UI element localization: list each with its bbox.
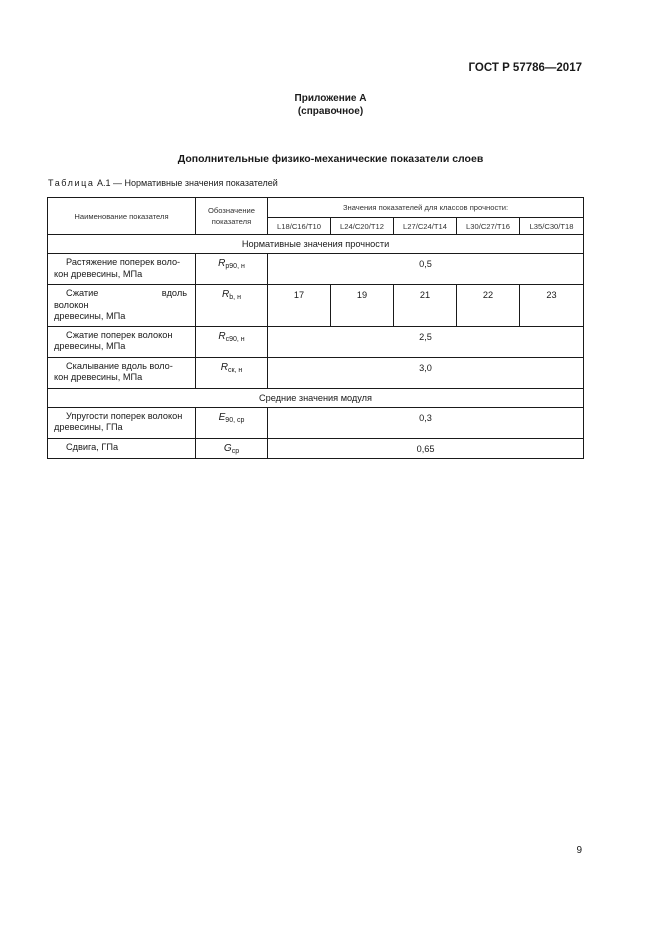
table-row xyxy=(48,326,584,357)
page-number: 9 xyxy=(576,845,582,856)
header-class: L24/C20/T12 xyxy=(331,218,394,235)
table-row xyxy=(48,285,584,327)
table-caption-number: А.1 xyxy=(97,178,111,188)
group-row xyxy=(48,235,584,254)
table-row xyxy=(48,407,584,438)
row-symbol: $R_{b, н}$ xyxy=(196,285,268,327)
row-name: Растяжение поперек воло- кон древесины, МПа xyxy=(48,254,196,285)
header-name: Наименование показателя xyxy=(48,198,196,235)
table-caption-title: — Нормативные значения показателей xyxy=(113,178,278,188)
row-value: 21 xyxy=(394,285,457,327)
row-value: 17 xyxy=(268,285,331,327)
row-name: Сжатие вдоль волокон древесины, МПа xyxy=(48,285,196,327)
row-value: 23 xyxy=(520,285,584,327)
row-name: Скалывание вдоль воло- кон древесины, МПа xyxy=(48,357,196,388)
header-class: L35/C30/T18 xyxy=(520,218,584,235)
appendix-note: (справочное) xyxy=(297,106,364,117)
appendix-heading xyxy=(0,92,661,118)
table-caption xyxy=(48,178,278,188)
row-name: Сжатие поперек волокон древесины, МПа xyxy=(48,326,196,357)
row-value: 0,65 xyxy=(268,438,584,458)
row-symbol: $G_{ср}$ xyxy=(196,438,268,458)
table-row xyxy=(48,357,584,388)
table-header-row xyxy=(48,198,584,218)
group-title: Средние значения модуля xyxy=(48,388,584,407)
appendix-title: Приложение А xyxy=(294,93,367,104)
header-symbol: Обозначение показателя xyxy=(196,198,268,235)
table-caption-label: Таблица xyxy=(48,178,95,188)
row-value: 19 xyxy=(331,285,394,327)
document-code: ГОСТ Р 57786—2017 xyxy=(468,62,582,74)
row-symbol: $E_{90, ср}$ xyxy=(196,407,268,438)
row-symbol: $R_{ск, н}$ xyxy=(196,357,268,388)
row-symbol: $R_{c90, н}$ xyxy=(196,326,268,357)
header-class: L30/C27/T16 xyxy=(457,218,520,235)
section-title: Дополнительные физико-механические показатели слоев xyxy=(177,153,484,165)
group-row xyxy=(48,388,584,407)
row-value: 3,0 xyxy=(268,357,584,388)
header-class: L27/C24/T14 xyxy=(394,218,457,235)
row-value: 22 xyxy=(457,285,520,327)
header-values: Значения показателей для классов прочности: xyxy=(268,198,584,218)
row-value: 0,3 xyxy=(268,407,584,438)
group-title: Нормативные значения прочности xyxy=(48,235,584,254)
table-row xyxy=(48,254,584,285)
header-class: L18/C16/T10 xyxy=(268,218,331,235)
row-name: Сдвига, ГПа xyxy=(48,438,196,458)
row-symbol: $R_{р90, н}$ xyxy=(196,254,268,285)
row-name: Упругости поперек волокон древесины, ГПа xyxy=(48,407,196,438)
table-row xyxy=(48,438,584,458)
row-value: 0,5 xyxy=(268,254,584,285)
row-value: 2,5 xyxy=(268,326,584,357)
strength-table xyxy=(47,197,584,459)
